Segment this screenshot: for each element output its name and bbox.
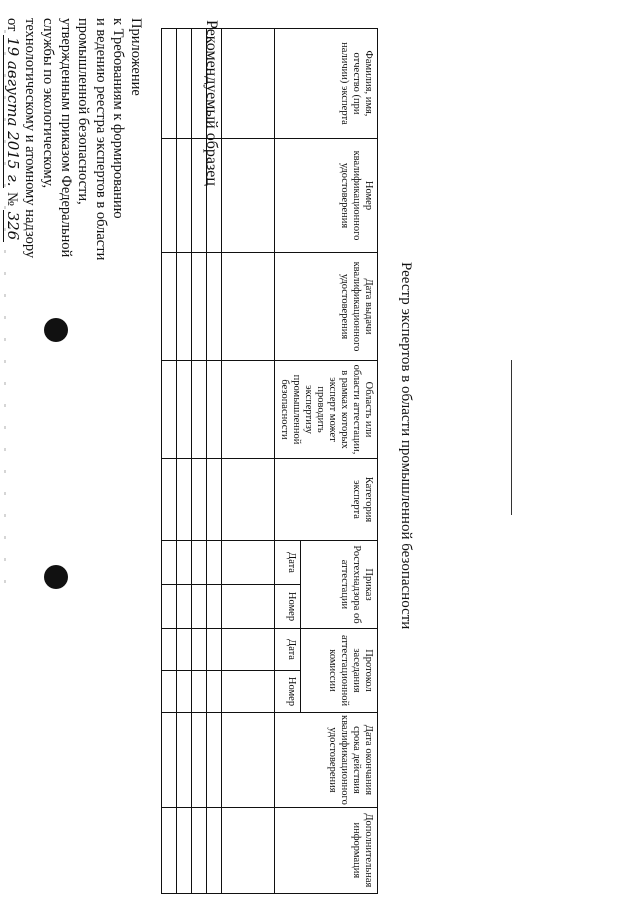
table-row: [192, 29, 207, 894]
header-cert-number: Номер квалификационного удостоверения: [275, 139, 378, 253]
appendix-line: службы по экологическому,: [40, 18, 57, 189]
sample-note: Рекомендуемый образец: [203, 20, 220, 186]
header-protocol: Протокол заседания аттестационной комиссии: [301, 629, 378, 713]
punch-hole-top: [44, 318, 68, 342]
handwritten-date: 19 августа 2015 г.: [3, 37, 22, 187]
subheader-protocol-date: Дата: [275, 629, 301, 671]
appendix-line: технологическому и атомному надзору: [22, 18, 39, 259]
subheader-order-date: Дата: [275, 541, 301, 585]
header-attestation-area: Область или области аттестации, в рамках которых эксперт может проводить экспертизу промышленной безопасности: [275, 361, 378, 459]
appendix-line: и ведению реестра экспертов в области: [92, 18, 109, 261]
header-expiry-date: Дата окончания срока действия квалификационного удостоверения: [275, 713, 378, 808]
header-full-name: Фамилия, имя, отчество (при наличии) эксперта: [275, 29, 378, 139]
appendix-line: промышленной безопасности,: [75, 18, 92, 205]
appendix-line: Приложение: [128, 18, 144, 96]
punch-hole-bottom: [44, 565, 68, 589]
handwritten-number: 326: [3, 211, 22, 241]
subheader-protocol-number: Номер: [275, 671, 301, 713]
number-label: №: [3, 192, 20, 206]
table-row: [207, 29, 222, 894]
header-additional-info: Дополнительная информация: [275, 807, 378, 893]
appendix-line: к Требованиям к формированию: [110, 18, 127, 219]
appendix-date-line: [2, 18, 21, 308]
header-order: Приказ Ростехнадзора об аттестации: [301, 541, 378, 629]
separator-line: [511, 360, 512, 515]
header-issue-date: Дата выдачи квалификационного удостоверения: [275, 253, 378, 361]
table-row: [162, 29, 177, 894]
table-row: [222, 29, 275, 894]
appendix-line: утвержденным приказом Федеральной: [57, 18, 74, 258]
table-row: [177, 29, 192, 894]
table-title: Реестр экспертов в области промышленной безопасности: [398, 262, 414, 630]
header-category: Категория эксперта: [275, 459, 378, 541]
table-header-row: [301, 29, 378, 894]
registry-table: [161, 28, 378, 894]
appendix-header: [2, 18, 144, 308]
table-body: [162, 29, 275, 894]
date-prefix: от: [3, 18, 20, 32]
subheader-order-number: Номер: [275, 585, 301, 629]
